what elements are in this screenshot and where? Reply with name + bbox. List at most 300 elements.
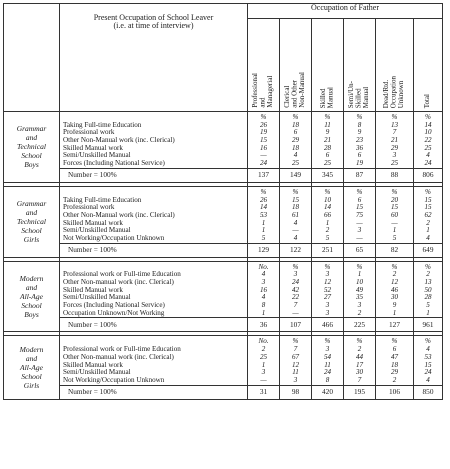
- value-cell: 25: [390, 160, 399, 168]
- value-cell: 75: [355, 211, 364, 219]
- value-cell: 36: [355, 144, 364, 152]
- value-cell: 52: [323, 286, 332, 294]
- group-name-line: Grammar: [16, 124, 47, 134]
- value-cell: 4: [426, 234, 430, 242]
- occupation-column-header: [60, 4, 248, 112]
- value-column-cell: [280, 336, 312, 385]
- value-cell: %: [425, 114, 431, 121]
- value-cell: 12: [323, 279, 332, 286]
- father-column-label-line: Professional: [251, 73, 260, 108]
- value-cell: 4: [293, 219, 298, 227]
- value-cell: %: [391, 263, 398, 271]
- value-cell: 10: [355, 279, 364, 286]
- father-column-header-1: [280, 19, 312, 112]
- value-cell: 24: [291, 279, 300, 286]
- number-value: 122: [280, 243, 312, 257]
- value-cell: 27: [323, 294, 332, 302]
- group-name-line: Modern: [19, 345, 44, 354]
- value-cell: —: [356, 219, 363, 227]
- number-value: 129: [248, 243, 280, 257]
- group-name-line: and: [25, 283, 38, 293]
- value-cell: 6: [325, 152, 330, 160]
- value-cell: 25: [323, 160, 332, 168]
- value-cell: %: [425, 263, 431, 271]
- value-cell: 1: [261, 227, 266, 235]
- row-label: Skilled Manual work: [63, 286, 123, 294]
- value-cell: %: [356, 338, 363, 346]
- value-cell: 5: [325, 234, 330, 242]
- value-column-cell: [280, 261, 312, 318]
- value-cell: 3: [293, 376, 298, 384]
- value-cell: 29: [390, 144, 399, 152]
- value-cell: —: [260, 152, 267, 160]
- father-column-header-5: [414, 19, 443, 112]
- group-name-line: Technical: [17, 217, 46, 227]
- value-cell: 3: [357, 227, 362, 235]
- row-label: Not Working/Occupation Unknown: [63, 234, 165, 242]
- value-cell: 44: [355, 353, 364, 361]
- value-cell: %: [391, 188, 398, 196]
- group-row: [4, 261, 443, 318]
- father-column-header-4: [376, 19, 414, 112]
- value-cell: 23: [355, 137, 364, 145]
- value-cell: 24: [323, 369, 332, 377]
- father-column-label-line: Manual: [362, 86, 371, 108]
- number-value: 106: [376, 385, 414, 399]
- value-cell: 1: [426, 309, 430, 317]
- value-cell: %: [324, 263, 331, 271]
- value-cell: 28: [424, 294, 432, 302]
- value-cell: 2: [392, 271, 397, 279]
- value-column-cell: [344, 336, 376, 385]
- number-value: 87: [344, 168, 376, 182]
- value-column-cell: [280, 186, 312, 243]
- group-row: [4, 112, 443, 169]
- number-value: 88: [376, 168, 414, 182]
- row-label: Taking Full-time Education: [63, 196, 142, 204]
- value-cell: 18: [291, 121, 300, 129]
- value-cell: 8: [357, 121, 362, 129]
- row-label: Semi/Unskilled Manual: [63, 369, 131, 377]
- value-cell: 46: [390, 286, 399, 294]
- value-cell: 22: [291, 294, 300, 302]
- row-label: [63, 264, 246, 272]
- value-cell: %: [324, 188, 331, 196]
- value-cell: 2: [392, 376, 397, 384]
- value-cell: 7: [392, 129, 397, 137]
- number-label: Number = 100%: [60, 243, 248, 257]
- corner-cell: [4, 4, 60, 112]
- value-cell: 12: [390, 279, 399, 286]
- value-cell: —: [292, 309, 299, 317]
- number-label: Number = 100%: [60, 168, 248, 182]
- value-cell: 1: [392, 227, 397, 235]
- value-cell: 7: [293, 302, 298, 310]
- value-cell: 2: [426, 271, 430, 279]
- number-value: 98: [280, 385, 312, 399]
- number-row: [4, 168, 443, 182]
- value-cell: 24: [259, 160, 268, 168]
- value-cell: 15: [355, 204, 364, 212]
- father-column-label-line: Skilled: [354, 88, 363, 108]
- value-cell: 2: [357, 309, 362, 317]
- group-name-line: Grammar: [16, 199, 47, 209]
- value-cell: 9: [357, 129, 362, 137]
- value-cell: 2: [325, 227, 330, 235]
- value-column-cell: [312, 261, 344, 318]
- value-cell: 49: [355, 286, 364, 294]
- group-name-line: Boys: [24, 310, 39, 320]
- value-cell: No.: [258, 263, 269, 271]
- value-column-cell: [248, 261, 280, 318]
- value-cell: 15: [424, 204, 432, 212]
- value-column-cell: [280, 112, 312, 169]
- value-cell: 67: [291, 353, 300, 361]
- group-name-line: and: [25, 208, 38, 218]
- number-row: [4, 318, 443, 332]
- value-column-cell: [344, 112, 376, 169]
- row-label: Occupation Unknown/Not Working: [63, 309, 165, 317]
- value-cell: %: [425, 188, 431, 196]
- occupation-header-line1: Present Occupation of School Leaver: [93, 13, 214, 22]
- group-name-cell: [4, 186, 60, 257]
- group-name-line: Boys: [24, 160, 39, 170]
- value-cell: 7: [293, 346, 298, 354]
- value-column-cell: [248, 336, 280, 385]
- value-cell: 28: [323, 144, 332, 152]
- value-cell: 13: [424, 279, 432, 286]
- group-name-line: and: [25, 354, 38, 363]
- value-cell: 9: [392, 302, 397, 310]
- value-cell: 11: [324, 121, 331, 129]
- value-cell: 11: [324, 361, 331, 369]
- father-column-label-line: and Other: [290, 80, 299, 108]
- father-column-label-line: Semi/Un-: [347, 80, 356, 108]
- value-cell: 3: [325, 346, 330, 354]
- number-value: 961: [414, 318, 443, 332]
- row-label: Skilled Manual work: [63, 361, 123, 369]
- row-label: Professional work or Full-time Education: [63, 346, 181, 354]
- number-value: 850: [414, 385, 443, 399]
- value-cell: 19: [355, 160, 364, 168]
- value-cell: 24: [424, 160, 432, 168]
- value-cell: %: [292, 263, 299, 271]
- row-label: Semi/Unskilled Manual: [63, 152, 131, 160]
- number-value: 345: [312, 168, 344, 182]
- row-label: [63, 189, 246, 197]
- value-cell: 15: [259, 137, 268, 145]
- row-label: Other Non-Manual work (inc. Clerical): [63, 137, 175, 145]
- value-cell: 4: [293, 234, 298, 242]
- father-column-label: [348, 81, 371, 108]
- value-cell: 1: [357, 271, 362, 279]
- row-label: Semi/Unskilled Manual: [63, 294, 131, 302]
- value-cell: 61: [291, 211, 300, 219]
- value-cell: 8: [261, 302, 266, 310]
- father-column-label: [424, 94, 432, 108]
- value-cell: %: [356, 114, 363, 121]
- number-value: 466: [312, 318, 344, 332]
- value-cell: 15: [291, 196, 300, 204]
- value-cell: 1: [392, 309, 397, 317]
- row-label: Professional work or Full-time Education: [63, 271, 181, 279]
- father-column-label-line: Occupation: [389, 75, 398, 108]
- value-cell: 15: [424, 361, 432, 369]
- value-column-cell: [414, 261, 443, 318]
- number-value: 149: [280, 168, 312, 182]
- value-cell: 16: [259, 144, 268, 152]
- value-cell: 10: [424, 129, 432, 137]
- value-cell: 3: [261, 369, 266, 377]
- value-cell: 25: [291, 160, 300, 168]
- father-column-header-3: [344, 19, 376, 112]
- value-cell: 42: [291, 286, 300, 294]
- value-cell: 2: [426, 219, 430, 227]
- number-value: 36: [248, 318, 280, 332]
- father-column-label-line: Dead/Rtd.: [382, 79, 391, 108]
- number-value: 127: [376, 318, 414, 332]
- row-label: Forces (Including National Service): [63, 302, 165, 310]
- father-column-label: [252, 73, 275, 108]
- value-column-cell: [376, 261, 414, 318]
- value-cell: 14: [424, 121, 432, 129]
- value-cell: 1: [261, 219, 266, 227]
- row-label: Other Non-manual work (inc. Clerical): [63, 353, 174, 361]
- row-label: Taking Full-time Education: [63, 121, 142, 129]
- value-cell: 47: [390, 353, 399, 361]
- value-cell: 4: [261, 294, 266, 302]
- father-column-label-line: Skilled: [319, 88, 327, 108]
- value-cell: 21: [323, 137, 332, 145]
- number-value: 251: [312, 243, 344, 257]
- number-value: 31: [248, 385, 280, 399]
- row-labels-cell: [60, 336, 248, 385]
- value-column-cell: [344, 186, 376, 243]
- father-column-label-line: Managerial: [266, 76, 275, 108]
- value-cell: 5: [261, 234, 266, 242]
- value-cell: —: [391, 219, 398, 227]
- number-value: 649: [414, 243, 443, 257]
- value-column-cell: [312, 186, 344, 243]
- value-cell: 4: [293, 152, 298, 160]
- number-value: 806: [414, 168, 443, 182]
- father-column-label-line: Total: [423, 93, 432, 108]
- number-value: 107: [280, 318, 312, 332]
- value-column-cell: [414, 186, 443, 243]
- value-cell: 50: [424, 286, 432, 294]
- value-column-cell: [312, 112, 344, 169]
- value-cell: 3: [325, 271, 330, 279]
- group-name-line: School: [21, 372, 42, 381]
- value-cell: 2: [261, 346, 266, 354]
- value-cell: 18: [291, 204, 300, 212]
- row-label: Skilled Manual work: [63, 219, 123, 227]
- value-cell: %: [425, 338, 431, 346]
- father-column-label-line: and: [258, 97, 267, 108]
- value-cell: 6: [357, 196, 362, 204]
- group-name-line: School: [21, 301, 42, 311]
- value-cell: 5: [392, 234, 397, 242]
- group-row: [4, 186, 443, 243]
- row-label: Forces (Including National Service): [63, 160, 165, 168]
- value-cell: 30: [390, 294, 399, 302]
- group-name-line: Girls: [23, 381, 40, 390]
- value-column-cell: [414, 336, 443, 385]
- father-column-label: [284, 72, 307, 108]
- row-label: Other Non-Manual work (inc. Clerical): [63, 211, 175, 219]
- group-name-line: Modern: [19, 274, 44, 284]
- value-cell: 14: [323, 204, 332, 212]
- value-cell: 29: [291, 137, 300, 145]
- value-cell: %: [292, 188, 299, 196]
- value-cell: 12: [291, 361, 300, 369]
- father-column-label-line: Unknown: [397, 80, 406, 108]
- number-label: Number = 100%: [60, 385, 248, 399]
- group-name-cell: [4, 261, 60, 332]
- value-column-cell: [312, 336, 344, 385]
- value-cell: 53: [424, 353, 432, 361]
- value-column-cell: [344, 261, 376, 318]
- value-cell: 4: [261, 271, 266, 279]
- group-name-line: All-Age: [20, 363, 43, 372]
- value-cell: 26: [259, 196, 268, 204]
- number-value: 82: [376, 243, 414, 257]
- value-cell: 1: [426, 227, 430, 235]
- value-cell: 3: [325, 302, 330, 310]
- value-cell: %: [356, 188, 363, 196]
- value-cell: No.: [258, 338, 269, 346]
- value-cell: %: [324, 114, 331, 121]
- value-cell: 3: [261, 279, 266, 286]
- value-cell: %: [324, 338, 331, 346]
- father-column-label: [320, 87, 335, 108]
- row-label: Professional work: [63, 129, 115, 137]
- value-cell: 1: [325, 219, 330, 227]
- value-cell: 8: [325, 376, 330, 384]
- occupation-table: [3, 3, 443, 400]
- group-name-line: Technical: [17, 142, 46, 152]
- row-label: Skilled Manual work: [63, 144, 123, 152]
- value-cell: 13: [390, 121, 399, 129]
- number-value: 195: [344, 385, 376, 399]
- value-cell: —: [356, 234, 363, 242]
- value-cell: 54: [323, 353, 332, 361]
- group-row: [4, 336, 443, 385]
- value-column-cell: [414, 112, 443, 169]
- father-column-label: [383, 76, 406, 108]
- group-name-cell: [4, 336, 60, 399]
- value-column-cell: [376, 112, 414, 169]
- value-cell: 4: [426, 376, 430, 384]
- value-column-cell: [376, 336, 414, 385]
- value-cell: 3: [392, 152, 397, 160]
- value-cell: 35: [355, 294, 364, 302]
- value-cell: 25: [259, 353, 268, 361]
- value-cell: 18: [390, 361, 399, 369]
- value-cell: %: [391, 338, 398, 346]
- value-cell: 66: [323, 211, 332, 219]
- row-labels-cell: [60, 261, 248, 318]
- group-name-cell: [4, 112, 60, 183]
- value-cell: %: [391, 114, 398, 121]
- value-cell: 53: [259, 211, 268, 219]
- value-cell: —: [260, 376, 267, 384]
- father-column-label-line: Clerical: [283, 85, 292, 108]
- occupation-header-line2: (i.e. at time of interview): [113, 20, 194, 30]
- value-cell: 4: [426, 152, 430, 160]
- father-column-label-line: Non-Manual: [298, 72, 307, 108]
- number-value: 420: [312, 385, 344, 399]
- value-cell: 18: [291, 144, 300, 152]
- group-name-line: School: [21, 151, 42, 161]
- value-column-cell: [248, 186, 280, 243]
- value-cell: —: [292, 227, 299, 235]
- value-cell: 6: [293, 129, 298, 137]
- row-label: [63, 338, 246, 346]
- value-cell: 1: [261, 309, 266, 317]
- value-cell: 3: [357, 302, 362, 310]
- group-name-line: Girls: [23, 235, 40, 245]
- value-cell: 60: [390, 211, 399, 219]
- value-cell: %: [356, 263, 363, 271]
- value-cell: 30: [355, 369, 364, 377]
- value-cell: %: [260, 188, 267, 196]
- father-occupation-header: Occupation of Father: [248, 4, 443, 19]
- number-value: 65: [344, 243, 376, 257]
- value-cell: 26: [259, 121, 268, 129]
- value-cell: 1: [261, 361, 266, 369]
- value-cell: 22: [424, 137, 432, 145]
- row-label: Other Non-manual work (inc. Clerical): [63, 279, 174, 286]
- number-row: [4, 243, 443, 257]
- value-cell: 14: [259, 204, 268, 212]
- value-cell: 3: [293, 271, 298, 279]
- value-cell: 17: [355, 361, 364, 369]
- father-column-label-line: Manual: [326, 86, 335, 108]
- row-label: Professional work: [63, 204, 115, 212]
- father-column-header-2: [312, 19, 344, 112]
- value-cell: 10: [323, 196, 332, 204]
- value-cell: 19: [259, 129, 268, 137]
- row-label: Semi/Unskilled Manual: [63, 227, 131, 235]
- value-column-cell: [248, 112, 280, 169]
- value-cell: 16: [259, 286, 268, 294]
- value-cell: 20: [390, 196, 399, 204]
- number-row: [4, 385, 443, 399]
- value-cell: 25: [424, 144, 432, 152]
- value-cell: 24: [424, 369, 432, 377]
- value-cell: 6: [357, 152, 362, 160]
- group-name-line: All-Age: [20, 292, 43, 302]
- number-value: 225: [344, 318, 376, 332]
- value-cell: %: [292, 114, 299, 121]
- number-label: Number = 100%: [60, 318, 248, 332]
- value-cell: 3: [325, 309, 330, 317]
- number-value: 137: [248, 168, 280, 182]
- group-name-line: and: [25, 133, 38, 143]
- father-column-header-0: [248, 19, 280, 112]
- row-labels-cell: [60, 112, 248, 169]
- value-cell: 62: [424, 211, 432, 219]
- value-cell: 11: [292, 369, 299, 377]
- value-cell: 21: [390, 137, 399, 145]
- value-cell: 9: [325, 129, 330, 137]
- group-name-line: School: [21, 226, 42, 236]
- value-cell: 2: [357, 346, 362, 354]
- value-cell: %: [260, 114, 267, 121]
- row-label: Not Working/Occupation Unknown: [63, 376, 165, 384]
- value-cell: 7: [357, 376, 362, 384]
